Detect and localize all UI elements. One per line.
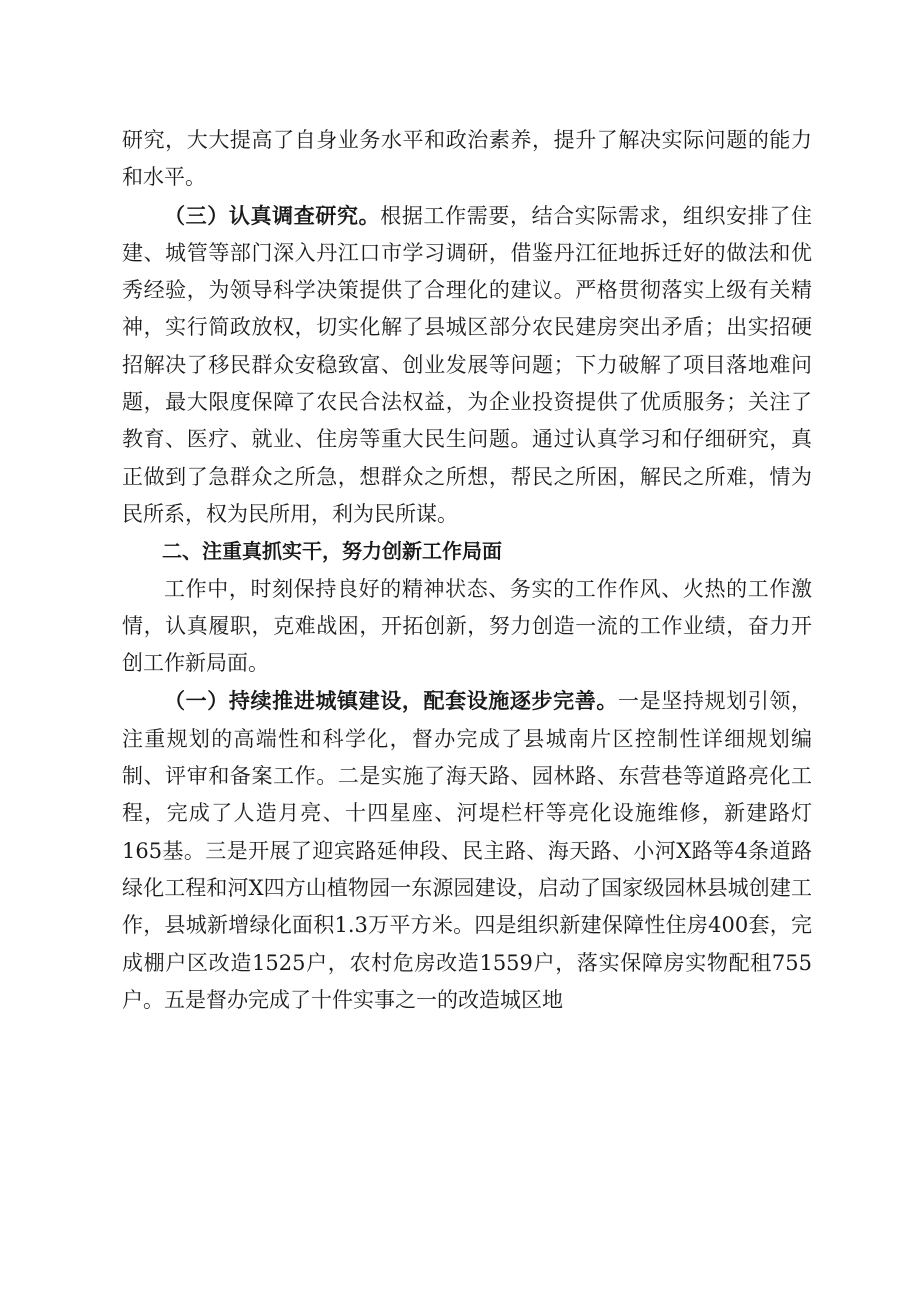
- paragraph-text: 根据工作需要，结合实际需求，组织安排了住建、城管等部门深入丹江口市学习调研，借鉴丹江征地拆迁好的做法和优秀经验，为领导科学决策提供了合理化的建议。严格贯彻落实上级有关精神，实行简政放权，切实化解了县城区部分农民建房突出矛盾；出实招硬招解决了移民群众安稳致富、创业发展等问题；下力破解了项目落地难问题，最大限度保障了农民合法权益，为企业投资提供了优质服务；关注了教育、医疗、就业、住房等重大民生问题。通过认真学习和仔细研究，真正做到了急群众之所急，想群众之所想，帮民之所困，解民之所难，情为民所系，权为民所用，利为民所谋。: [122, 203, 813, 526]
- paragraph-lead: （三）认真调查研究。: [164, 202, 381, 228]
- paragraph-continuation: 研究，大大提高了自身业务水平和政治素养，提升了解决实际问题的能力和水平。: [122, 128, 812, 190]
- paragraph-urban-construction: [122, 682, 812, 1019]
- paragraph-research: [122, 197, 812, 534]
- section-heading: 二、注重真抓实干，努力创新工作局面: [162, 539, 502, 564]
- paragraph-lead: （一）持续推进城镇建设，配套设施逐步完善。: [164, 688, 619, 714]
- paragraph-text: 一是坚持规划引领，注重规划的高端性和科学化，督办完成了县城南片区控制性详细规划编制、评审和备案工作。二是实施了海天路、园林路、东营巷等道路亮化工程，完成了人造月亮、十四星座、河堤栏杆等亮化设施维修，新建路灯165基。三是开展了迎宾路延伸段、民主路、海天路、小河X路等4条道路绿化工程和河X四方山植物园一东源园建设，启动了国家级园林县城创建工作，县城新增绿化面积1.3万平方米。四是组织新建保障性住房400套，完成棚户区改造1525户，农村危房改造1559户，落实保障房实物配租755户。五是督办完成了十件实事之一的改造城区地: [122, 689, 813, 1012]
- paragraph-intro: 工作中，时刻保持良好的精神状态、务实的工作作风、火热的工作激情，认真履职，克难战困，开拓创新，努力创造一流的工作业绩，奋力开创工作新局面。: [122, 576, 812, 676]
- document-body: [122, 122, 812, 1019]
